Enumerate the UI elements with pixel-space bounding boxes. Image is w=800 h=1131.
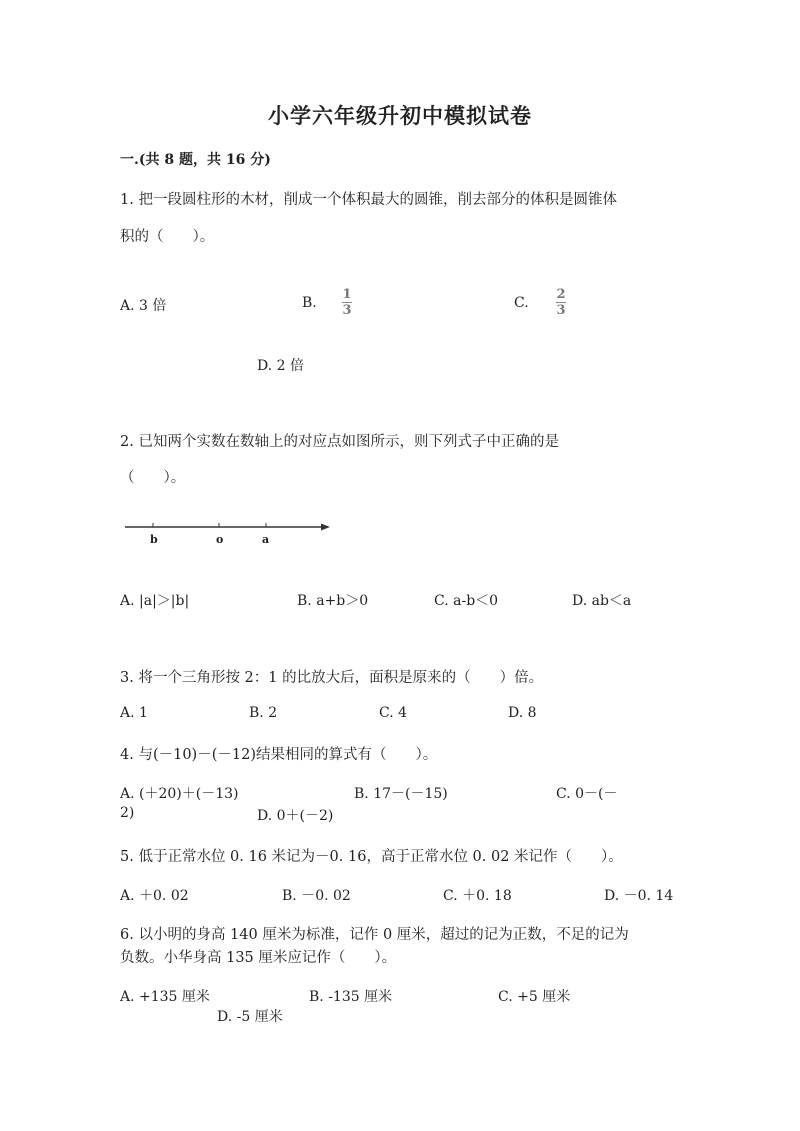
- q4-option-a: A. (＋20)＋(－13): [120, 786, 239, 802]
- question-6-text-cont: 负数。小华身高 135 厘米应记作（ ）。: [120, 950, 397, 966]
- q3-option-c: C. 4: [379, 705, 408, 721]
- q1-option-c: C.: [514, 295, 529, 311]
- q1-option-b-fraction: [342, 288, 352, 317]
- q2-option-c: C. a-b＜0: [434, 593, 499, 609]
- q3-option-a: A. 1: [120, 705, 148, 721]
- q4-option-d: D. 0＋(－2): [257, 808, 334, 824]
- question-6-text: 6. 以小明的身高 140 厘米为标准，记作 0 厘米，超过的记为正数，不足的记为: [120, 927, 629, 943]
- q2-option-a: A. |a|＞|b|: [120, 593, 190, 609]
- q4-option-c-wrap: 2): [120, 805, 135, 821]
- q2-option-b: B. a+b＞0: [297, 593, 369, 609]
- q6-option-a: A. +135 厘米: [120, 989, 210, 1005]
- q1-b-denominator: 3: [342, 303, 352, 318]
- question-2-text: 2. 已知两个实数在数轴上的对应点如图所示，则下列式子中正确的是: [120, 434, 559, 450]
- q1-c-numerator: 2: [556, 287, 566, 302]
- q5-option-a: A. ＋0. 02: [120, 888, 189, 904]
- q1-b-numerator: 1: [342, 287, 352, 302]
- q2-option-d: D. ab＜a: [572, 593, 632, 609]
- question-1-text-cont: 积的（ ）。: [120, 229, 215, 245]
- q1-option-c-fraction: [556, 288, 566, 317]
- q5-option-d: D. －0. 14: [604, 888, 674, 904]
- q1-option-d: D. 2 倍: [257, 358, 304, 374]
- numline-label-o: o: [216, 533, 224, 546]
- q1-option-a: A. 3 倍: [120, 298, 167, 314]
- q5-option-b: B. －0. 02: [282, 888, 351, 904]
- question-3-text: 3. 将一个三角形按 2：1 的比放大后，面积是原来的（ ）倍。: [120, 670, 544, 686]
- question-1-text: 1. 把一段圆柱形的木材，削成一个体积最大的圆锥，削去部分的体积是圆锥体: [120, 192, 617, 208]
- q6-option-c: C. +5 厘米: [498, 989, 571, 1005]
- question-4-text: 4. 与(－10)－(－12)结果相同的算式有（ ）。: [120, 747, 438, 763]
- section-heading: 一.(共 8 题，共 16 分): [120, 152, 271, 168]
- q4-option-c: C. 0－(－: [556, 786, 618, 802]
- q1-c-denominator: 3: [556, 303, 566, 318]
- q6-option-b: B. -135 厘米: [309, 989, 393, 1005]
- q3-option-b: B. 2: [249, 705, 278, 721]
- number-line-arrowhead: [321, 524, 330, 531]
- question-5-text: 5. 低于正常水位 0. 16 米记为－0. 16，高于正常水位 0. 02 米记作（ ）。: [120, 849, 623, 865]
- q4-option-b: B. 17－(－15): [354, 786, 448, 802]
- question-2-text-cont: （ ）。: [120, 470, 186, 486]
- q1-option-b: B.: [302, 295, 317, 311]
- q3-option-d: D. 8: [508, 705, 537, 721]
- page-title: 小学六年级升初中模拟试卷: [268, 103, 532, 128]
- numline-label-b: b: [150, 533, 158, 546]
- q6-option-d: D. -5 厘米: [217, 1009, 283, 1025]
- numline-label-a: a: [262, 533, 270, 546]
- q5-option-c: C. ＋0. 18: [443, 888, 512, 904]
